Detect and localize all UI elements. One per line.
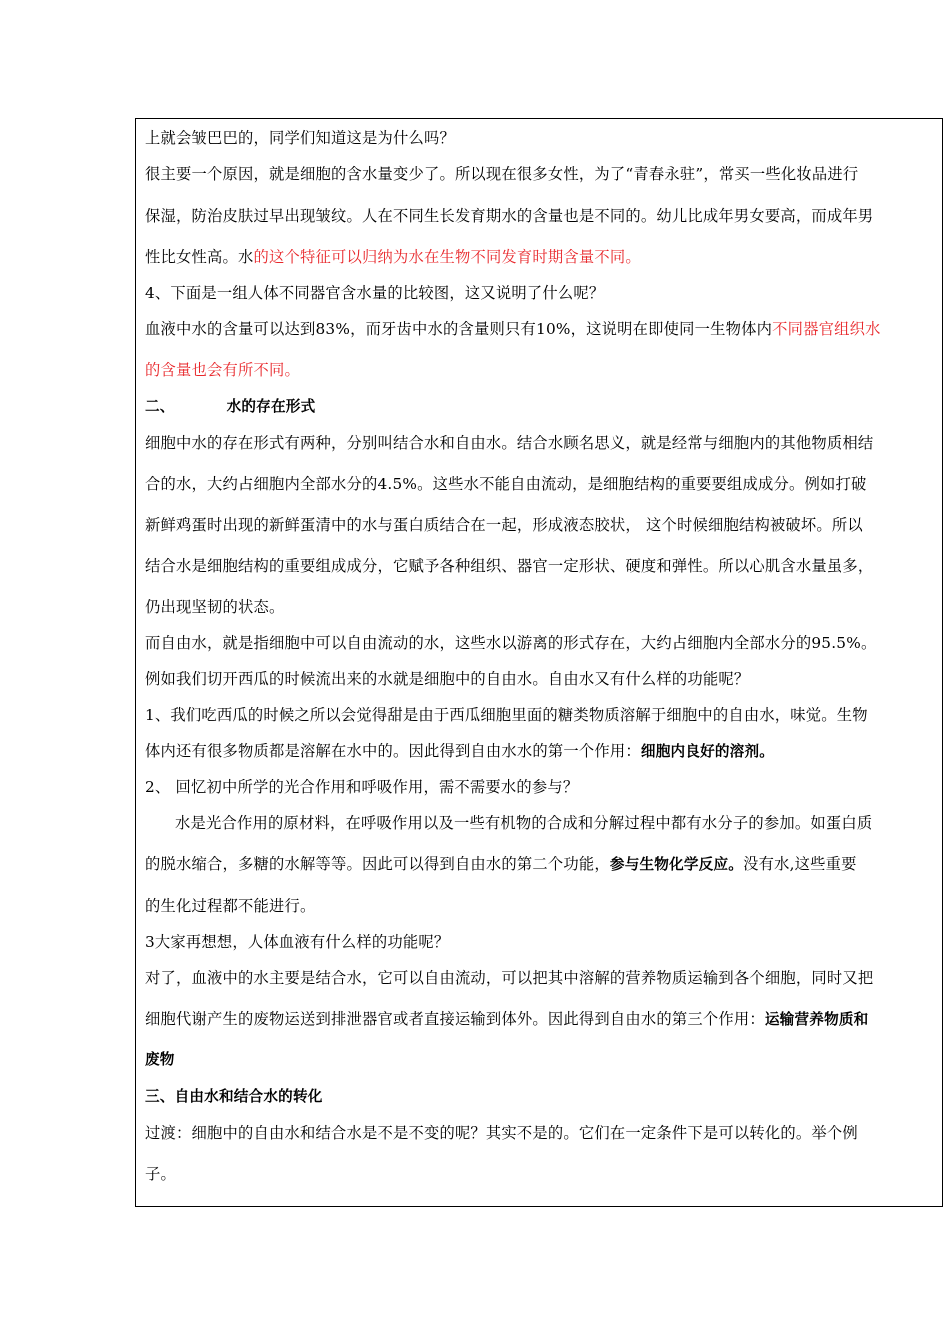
line-text: 过渡：细胞中的自由水和结合水是不是不变的呢？其实不是的。它们在一定条件下是可以转化的。举个例 [145,1124,858,1142]
highlight-text: 的这个特征可以归纳为水在生物不同发育时期含量不同。 [253,248,641,266]
text-line [145,597,284,617]
text-line [145,1164,176,1184]
line-text: 体内还有很多物质都是溶解在水中的。因此得到自由水水的第一个作用： [145,742,641,760]
highlight-text: 的含量也会有所不同。 [145,361,300,379]
line-text: 的脱水缩合，多糖的水解等等。因此可以得到自由水的第二个功能， [145,855,610,873]
section-heading-2 [145,397,315,417]
line-text: 细胞中水的存在形式有两种，分别叫结合水和自由水。结合水顾名思义，就是经常与细胞内的其他物质相结 [145,434,874,452]
line-text: 细胞代谢产生的废物运送到排泄器官或者直接运输到体外。因此得到自由水的第三个作用： [145,1010,765,1028]
text-line [145,247,641,267]
highlight-text: 不同器官组织水 [772,320,881,338]
line-text: 仍出现坚韧的状态。 [145,598,285,616]
bold-text: 细胞内良好的溶剂。 [640,743,775,760]
text-line [145,283,604,303]
text-line [145,705,868,725]
text-line [145,1050,175,1070]
text-line [145,932,449,952]
bold-text: 参与生物化学反应。 [609,856,744,873]
line-text: 上就会皱巴巴的，同学们知道这是为什么吗？ [145,129,455,147]
bold-text: 运输营养物质和 [764,1011,869,1028]
line-text: 合的水，大约占细胞内全部水分的4.5%。这些水不能自由流动，是细胞结构的重要要组成成分。例如打破 [145,475,867,493]
text-line [175,813,872,833]
line-text: 新鲜鸡蛋时出现的新鲜蛋清中的水与蛋白质结合在一起，形成液态胶状， 这个时候细胞结构被破坏。所以 [145,516,863,534]
text-line [145,206,873,226]
text-line [145,741,774,762]
lesson-table-cell [135,118,943,1207]
line-text: 4、下面是一组人体不同器官含水量的比较图，这又说明了什么呢？ [145,284,605,302]
heading-title: 水的存在形式 [226,398,316,415]
line-text: 性比女性高。水 [145,248,254,266]
line-text: 水是光合作用的原材料，在呼吸作用以及一些有机物的合成和分解过程中都有水分子的参加。如蛋白质 [175,814,873,832]
text-line [145,319,881,339]
text-line [145,164,858,184]
line-text: 很主要一个原因，就是细胞的含水量变少了。所以现在很多女性，为了“青春永驻”，常买一些化妆品进行 [145,165,859,183]
text-line [145,556,873,576]
text-line [145,1123,858,1143]
text-line [145,128,455,148]
text-line [145,896,315,916]
text-line [145,633,876,653]
text-line [145,433,873,453]
text-line [145,777,578,797]
line-text: 没有水,这些重要 [743,855,857,873]
line-text: 1、我们吃西瓜的时候之所以会觉得甜是由于西瓜细胞里面的糖类物质溶解于细胞中的自由水，味觉。生物 [145,706,868,724]
line-text: 例如我们切开西瓜的时候流出来的水就是细胞中的自由水。自由水又有什么样的功能呢？ [145,670,750,688]
line-text: 子。 [145,1165,176,1183]
line-text: 血液中水的含量可以达到83%，而牙齿中水的含量则只有10%，这说明在即使同一生物体内 [145,320,773,338]
text-line [145,1009,868,1030]
heading-title: 三、自由水和结合水的转化 [145,1088,323,1105]
line-text: 2、 回忆初中所学的光合作用和呼吸作用，需不需要水的参与？ [145,778,579,796]
section-heading-3 [145,1087,323,1107]
line-text: 对了，血液中的水主要是结合水，它可以自由流动，可以把其中溶解的营养物质运输到各个细胞，同时又把 [145,969,874,987]
bold-text: 废物 [145,1051,175,1068]
line-text: 的生化过程都不能进行。 [145,897,316,915]
text-line [145,669,749,689]
text-line [145,968,873,988]
text-line [145,474,867,494]
line-text: 结合水是细胞结构的重要组成成分，它赋予各种组织、器官一定形状、硬度和弹性。所以心肌含水量虽多， [145,557,874,575]
text-line [145,854,857,875]
heading-number: 二、 [145,398,175,415]
text-line [145,515,863,535]
line-text: 保湿，防治皮肤过早出现皱纹。人在不同生长发育期水的含量也是不同的。幼儿比成年男女要高，而成年男 [145,207,874,225]
line-text: 而自由水，就是指细胞中可以自由流动的水，这些水以游离的形式存在，大约占细胞内全部水分的95.5%。 [145,634,877,652]
text-line [145,360,300,380]
line-text: 3大家再想想，人体血液有什么样的功能呢？ [145,933,450,951]
